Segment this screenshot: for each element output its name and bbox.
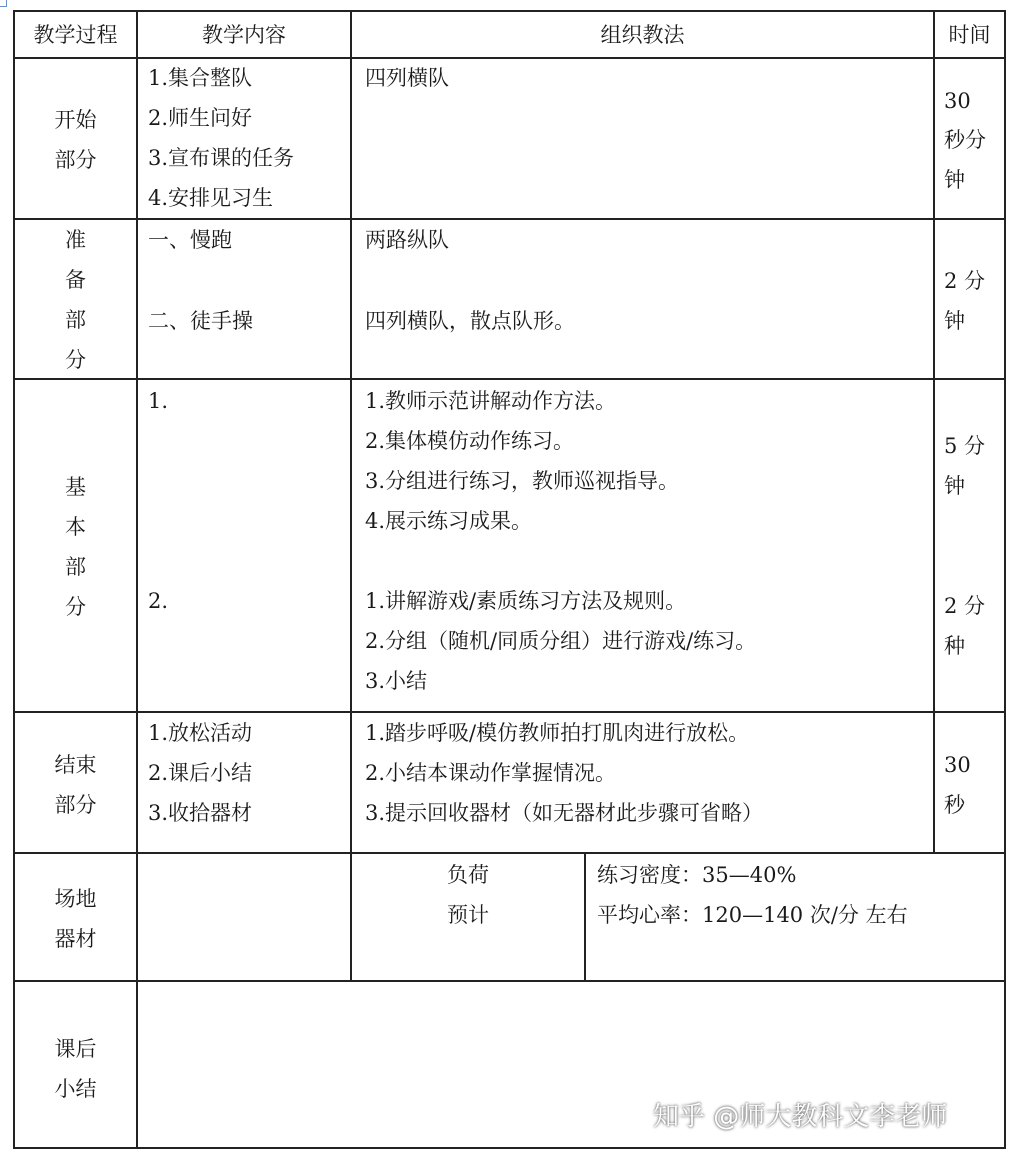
stage-label: 课后 (54, 1037, 97, 1061)
content-item: 1.集合整队 (148, 66, 253, 90)
method-item: 3.小结 (365, 669, 428, 693)
stage-label: 器材 (54, 927, 97, 951)
content-item: 4.安排见习生 (148, 186, 274, 210)
grid-line (136, 10, 138, 1149)
content-item: 1.放松活动 (148, 721, 253, 745)
time-value: 钟 (944, 474, 965, 498)
content-item: 1. (148, 389, 169, 413)
method-item: 2.集体模仿动作练习。 (365, 429, 575, 453)
content-item: 二、徒手操 (148, 309, 253, 333)
grid-line (1004, 10, 1006, 1149)
load-label: 预计 (447, 903, 489, 927)
stage-label: 准 (65, 228, 86, 252)
content-item: 一、慢跑 (148, 228, 232, 252)
stage-label: 部分 (54, 793, 97, 817)
header-process: 教学过程 (33, 23, 118, 47)
stage-label: 小结 (54, 1077, 97, 1101)
stage-label: 部分 (54, 148, 97, 172)
header-time: 时间 (948, 23, 991, 47)
stage-label: 开始 (54, 108, 97, 132)
method-item: 3.分组进行练习，教师巡视指导。 (365, 469, 680, 493)
grid-line (13, 1147, 1006, 1149)
corner-mark (0, 0, 7, 7)
content-item: 3.宣布课的任务 (148, 146, 295, 170)
method-item: 2.小结本课动作掌握情况。 (365, 761, 617, 785)
grid-line (933, 10, 935, 854)
method-item: 1.讲解游戏/素质练习方法及规则。 (365, 589, 687, 613)
stage-label: 部 (65, 308, 86, 332)
method-item: 两路纵队 (365, 228, 449, 252)
content-item: 2.师生问好 (148, 106, 253, 130)
method-item: 1.踏步呼吸/模仿教师拍打肌肉进行放松。 (365, 721, 750, 745)
watermark: 知乎 @师大教科文李老师 (653, 1102, 948, 1132)
stage-label: 本 (65, 515, 86, 539)
stage-label: 分 (65, 348, 86, 372)
method-item: 四列横队 (365, 66, 449, 90)
method-item: 4.展示练习成果。 (365, 509, 533, 533)
time-value: 钟 (944, 168, 965, 192)
content-item: 2. (148, 589, 169, 613)
method-item: 2.分组（随机/同质分组）进行游戏/练习。 (365, 629, 757, 653)
grid-line (13, 980, 1006, 982)
time-value: 种 (944, 634, 965, 658)
content-item: 2.课后小结 (148, 761, 253, 785)
grid-line (350, 10, 352, 982)
load-label: 负荷 (447, 863, 489, 887)
content-item: 3.收拾器材 (148, 801, 253, 825)
load-value: 平均心率：120—140 次/分 左右 (597, 903, 908, 927)
method-item: 1.教师示范讲解动作方法。 (365, 389, 617, 413)
grid-line (13, 10, 1006, 12)
grid-line (13, 852, 1006, 854)
method-item: 3.提示回收器材（如无器材此步骤可省略） (365, 801, 764, 825)
time-value: 2 分 (944, 594, 986, 618)
time-value: 钟 (944, 309, 965, 333)
stage-label: 结束 (54, 753, 97, 777)
stage-label: 场地 (54, 887, 97, 911)
time-value: 2 分 (944, 269, 986, 293)
grid-line (584, 852, 586, 982)
time-value: 秒分 (944, 128, 986, 152)
stage-label: 分 (65, 595, 86, 619)
header-content: 教学内容 (202, 23, 286, 47)
time-value: 秒 (944, 793, 965, 817)
load-value: 练习密度：35—40% (597, 863, 797, 887)
stage-label: 部 (65, 555, 86, 579)
stage-label: 备 (65, 268, 86, 292)
time-value: 5 分 (944, 434, 986, 458)
grid-line (13, 378, 1006, 380)
method-item: 四列横队，散点队形。 (365, 309, 575, 333)
stage-label: 基 (65, 475, 86, 499)
time-value: 30 (944, 753, 971, 777)
header-method: 组织教法 (600, 23, 685, 47)
time-value: 30 (944, 89, 971, 113)
